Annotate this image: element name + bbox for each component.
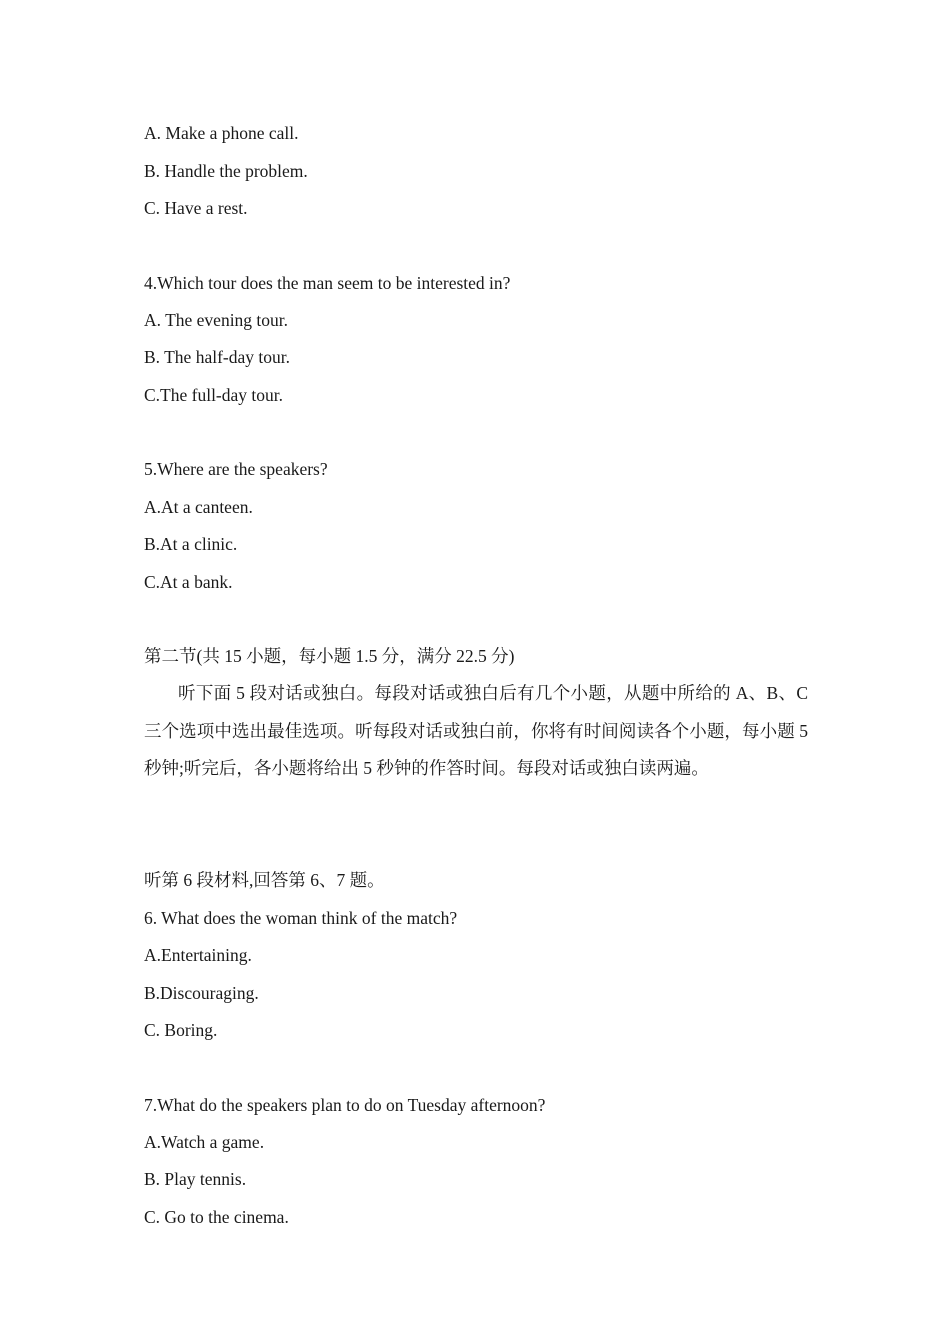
q6-option-b: B.Discouraging. (144, 983, 259, 1003)
q4-option-b: B. The half-day tour. (144, 347, 290, 367)
q4-option-a: A. The evening tour. (144, 310, 289, 330)
q5-option-c: C.At a bank. (144, 572, 233, 592)
section2-heading: 第二节(共 15 小题，每小题 1.5 分，满分 22.5 分) (144, 646, 515, 666)
q3-option-c: C. Have a rest. (144, 198, 248, 218)
q6-question: 6. What does the woman think of the match? (144, 908, 458, 928)
section2-instructions: 听下面 5 段对话或独白。每段对话或独白后有几个小题，从题中所给的 A、B、C 三个选项中选出最佳选项。听每段对话或独白前，你将有时间阅读各个小题，每小题 5 秒钟;听完后，各小题将给出 5 秒钟的作答时间。每段对话或独白读两遍。 (144, 683, 808, 778)
q3-option-b: B. Handle the problem. (144, 161, 308, 181)
q4-option-c: C.The full-day tour. (144, 385, 284, 405)
q6-option-c: C. Boring. (144, 1020, 218, 1040)
q7-option-a: A.Watch a game. (144, 1132, 265, 1152)
q3-option-a: A. Make a phone call. (144, 123, 299, 143)
q5-option-a: A.At a canteen. (144, 497, 253, 517)
q7-question: 7.What do the speakers plan to do on Tuesday afternoon? (144, 1095, 546, 1115)
material6-intro: 听第 6 段材料,回答第 6、7 题。 (144, 870, 385, 890)
q5-option-b: B.At a clinic. (144, 534, 238, 554)
q5-question: 5.Where are the speakers? (144, 459, 328, 479)
q4-question: 4.Which tour does the man seem to be interested in? (144, 273, 511, 293)
q6-option-a: A.Entertaining. (144, 945, 252, 965)
q7-option-b: B. Play tennis. (144, 1169, 247, 1189)
q7-option-c: C. Go to the cinema. (144, 1207, 289, 1227)
